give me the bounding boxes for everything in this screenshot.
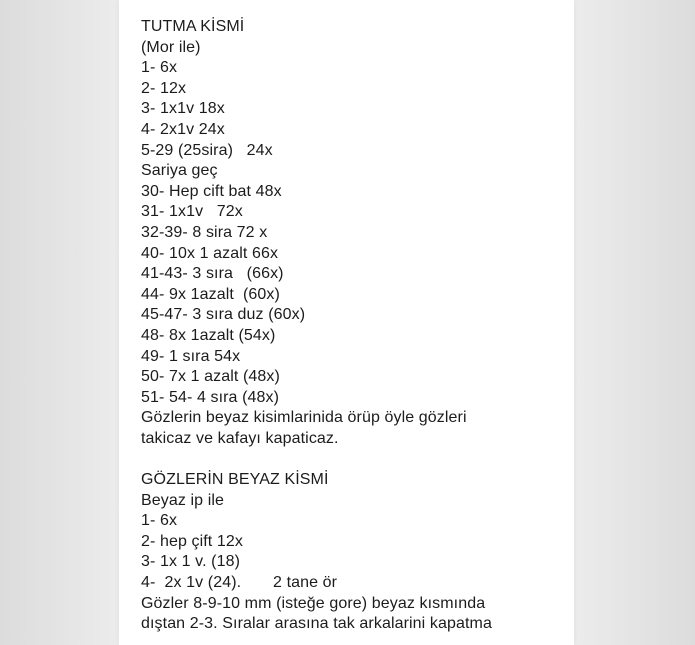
pattern-text (141, 17, 571, 635)
text-line: dıştan 2-3. Sıralar arasına tak arkalarini kapatma (141, 615, 492, 633)
text-line: 49- 1 sıra 54x (141, 347, 241, 365)
text-line: Gözler 8-9-10 mm (isteğe gore) beyaz kısmında (141, 594, 486, 612)
text-line: 4- 2x1v 24x (141, 120, 225, 138)
text-line: Sariya geç (141, 162, 218, 180)
section-title: TUTMA KİSMİ (141, 18, 245, 35)
text-line: 45-47- 3 sıra duz (60x) (141, 306, 306, 324)
text-line: 4- 2x 1v (24). 2 tane ör (141, 574, 338, 592)
text-line: 50- 7x 1 azalt (48x) (141, 368, 280, 386)
section-title: GÖZLERİN BEYAZ KİSMİ (141, 471, 329, 489)
text-line: takicaz ve kafayı kapaticaz. (141, 429, 339, 447)
text-line: 30- Hep cift bat 48x (141, 182, 282, 200)
blank-line (141, 449, 571, 470)
text-line: 1- 6x (141, 59, 178, 77)
text-line: (Mor ile) (141, 38, 201, 56)
document-page (119, 0, 574, 645)
text-line: 31- 1x1v 72x (141, 203, 243, 221)
text-line: 40- 10x 1 azalt 66x (141, 244, 279, 262)
text-line: 32-39- 8 sira 72 x (141, 223, 268, 241)
text-line: 1- 6x (141, 512, 178, 530)
text-line: 3- 1x1v 18x (141, 100, 225, 118)
text-line: 51- 54- 4 sıra (48x) (141, 388, 280, 406)
text-line: 2- hep çift 12x (141, 532, 243, 550)
text-line: 2- 12x (141, 79, 187, 97)
text-line: Beyaz ip ile (141, 491, 225, 509)
text-line: Gözlerin beyaz kisimlarinida örüp öyle gözleri (141, 409, 467, 427)
text-line: 5-29 (25sira) 24x (141, 141, 273, 159)
text-line: 48- 8x 1azalt (54x) (141, 326, 276, 344)
background-right (574, 0, 695, 645)
text-line: 3- 1x 1 v. (18) (141, 553, 241, 571)
text-line: 44- 9x 1azalt (60x) (141, 285, 280, 303)
text-line: 41-43- 3 sıra (66x) (141, 265, 284, 283)
background-left (0, 0, 119, 645)
